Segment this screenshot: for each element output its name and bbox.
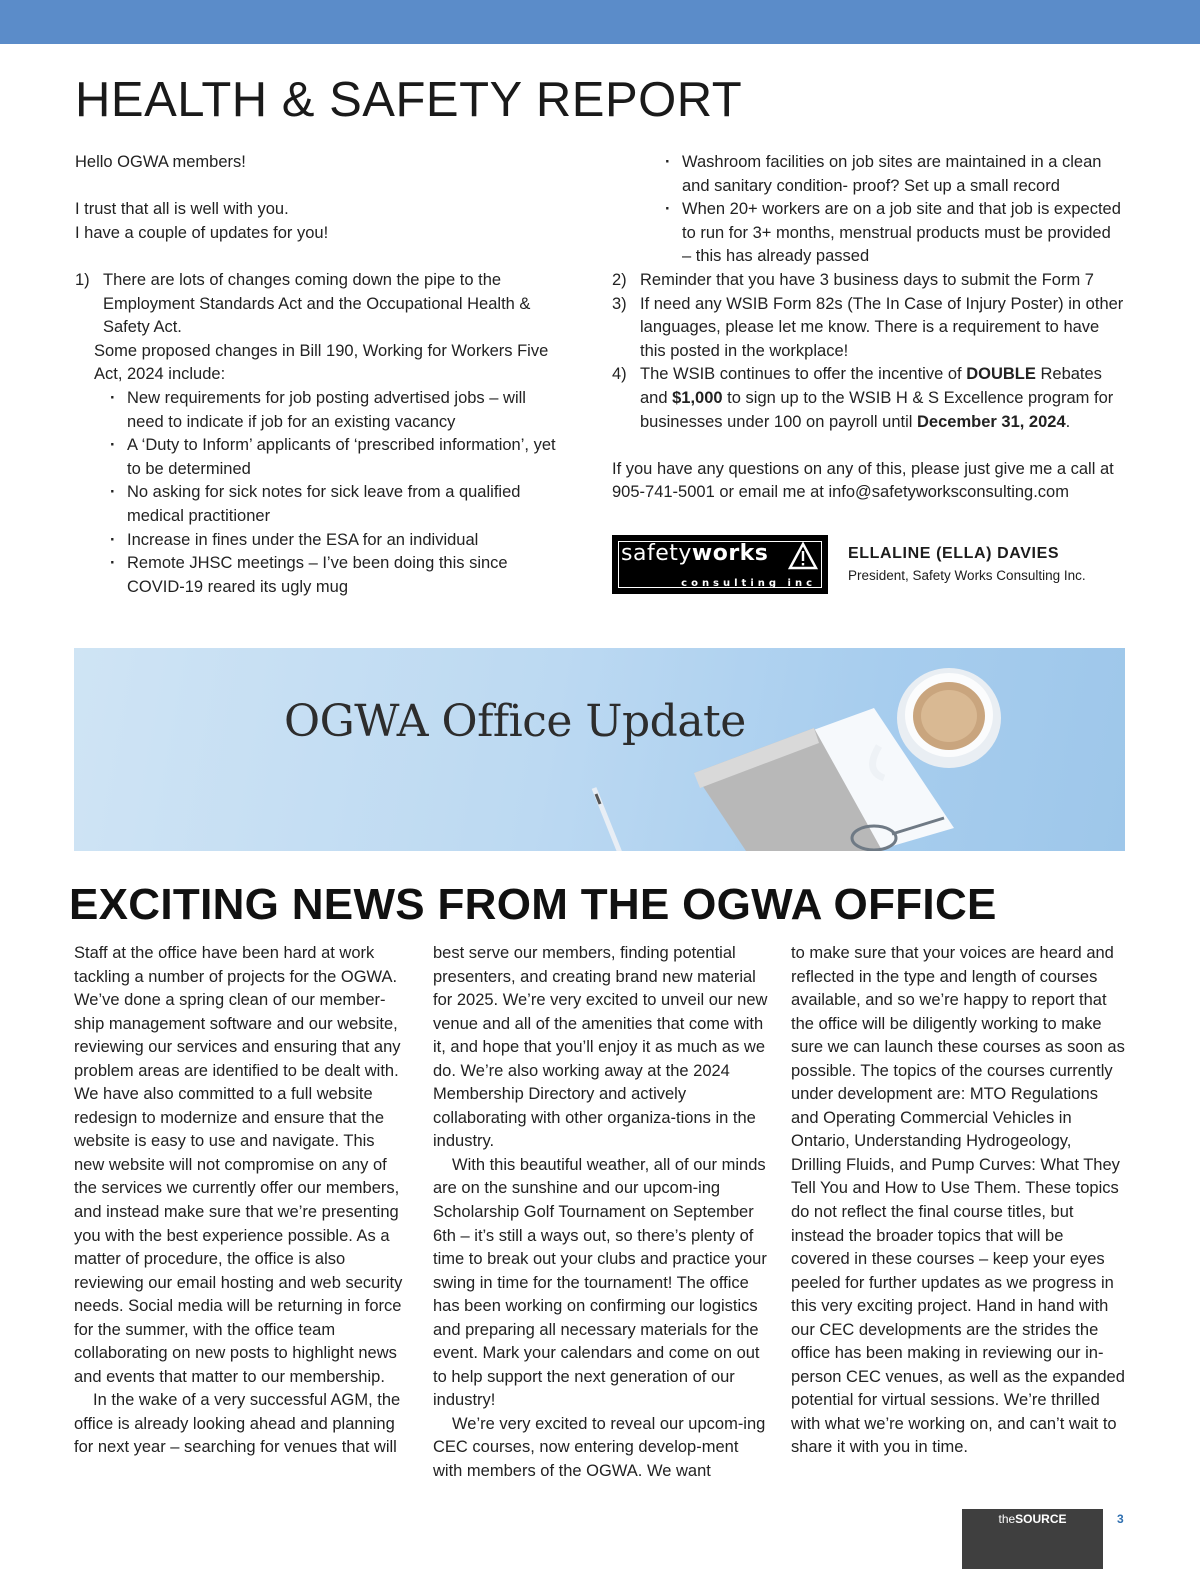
contact-info: If you have any questions on any of this, please just give me a call at 905-741-5001 or email me at info@safetyworksconsulting.com: [612, 459, 1114, 502]
safetyworks-logo: [612, 535, 828, 594]
text-run: The WSIB continues to offer the incentive of: [640, 365, 967, 384]
desk-illustration: [74, 648, 1125, 851]
bill-changes-list: [75, 387, 567, 599]
paragraph: Staff at the office have been hard at work tackling a number of projects for the OGWA. We’ve done a spring clean of our member-ship management software and our website, reviewing our services and ensuring that any problem areas are identified to be dealt with. We have also committed to a full website redesign to modernize and ensure that the website is easy to use and navigate. This new website will not compromise on any of the services we currently offer our members, and instead make sure that we’re presenting you with the best experience possible. As a matter of procedure, the office is also reviewing our email hosting and web security needs. Social media will be returning in force for the summer, with the office team collaborating on new posts to highlight news and events that matter to our membership.: [74, 944, 403, 1386]
text-run: Rebates and: [640, 365, 1102, 407]
paragraph: best serve our members, finding potential presenters, and creating brand new material for 2025. We’re very excited to unveil our new venue and all of the amenities that come with it, and hope that you’ll enjoy it as much as we do. We’re also working away at the 2024 Membership Directory and actively collaborating with other organiza-tions in the industry.: [433, 944, 768, 1151]
news-title: EXCITING NEWS FROM THE OGWA OFFICE: [69, 880, 997, 929]
warning-triangle-icon: [788, 542, 818, 570]
paragraph: With this beautiful weather, all of our minds are on the sunshine and our upcom-ing Scholarship Golf Tournament on September 6th – it’s still a ways out, so there’s plenty of time to break out your clubs and practice your swing in time for the tournament! The office has been working on confirming our logistics and preparing all necessary materials for the event. Mark your calendars and come on out to help support the next generation of our industry!: [433, 1155, 767, 1410]
list-item: · New requirements for job posting advertised jobs – will need to indicate if job for an existing vacancy: [127, 387, 567, 434]
list-number: 1): [75, 270, 90, 289]
list-item-3: [612, 293, 1124, 364]
intro-line-2: I have a couple of updates for you!: [75, 223, 329, 242]
text-run: to sign up to the WSIB H & S Excellence program for businesses under 100 on payroll until: [640, 388, 1114, 431]
page-number: 3: [1117, 1512, 1124, 1526]
news-column-3: [791, 942, 1126, 1460]
paragraph: We’re very excited to reveal our upcom-ing CEC courses, now entering develop-ment with members of the OGWA. We want: [433, 1414, 766, 1481]
hs-left-column: [75, 151, 567, 599]
list-item: · When 20+ workers are on a job site and that job is expected to run for 3+ months, menstrual products must be provided – this has already passed: [682, 198, 1124, 269]
list-item: · No asking for sick notes for sick leave from a qualified medical practitioner: [127, 481, 567, 528]
continued-bullets: [612, 151, 1124, 269]
news-column-1: [74, 942, 409, 1460]
logo-wordmark: safetyworks: [621, 541, 769, 566]
paragraph: In the wake of a very successful AGM, the office is already looking ahead and planning for next year – searching for venues that will: [74, 1391, 401, 1457]
intro-line-1: I trust that all is well with you.: [75, 200, 289, 219]
list-item-2: [612, 269, 1124, 293]
emphasis-date: December 31, 2024: [917, 412, 1066, 431]
emphasis-amount: $1,000: [672, 388, 723, 407]
list-item: · Remote JHSC meetings – I’ve been doing this since COVID-19 reared its ugly mug: [127, 552, 567, 599]
news-column-2: [433, 942, 768, 1484]
page-title: HEALTH & SAFETY REPORT: [75, 73, 743, 127]
list-number: 3): [612, 294, 627, 313]
list-item: · Washroom facilities on job sites are maintained in a clean and sanitary condition- proof? Set up a small record: [682, 151, 1124, 198]
footer-publication-tab: [962, 1509, 1103, 1569]
list-number: 4): [612, 365, 627, 384]
top-color-bar: [0, 0, 1200, 44]
logo-subtitle: consulting inc: [681, 578, 816, 589]
greeting: Hello OGWA members!: [75, 153, 246, 171]
list-text: There are lots of changes coming down the pipe to the Employment Standards Act and the Occupational Health & Safety Act.: [103, 270, 531, 337]
paragraph: to make sure that your voices are heard and reflected in the type and length of courses available, and so we’re happy to report that the office will be diligently working to make sure we can launch these courses as soon as possible. The topics of the courses currently under development are: MTO Regulations and Operating Commercial Vehicles in Ontario, Understanding Hydrogeology, Drilling Fluids, and Pump Curves: What They Tell You and How to Use Them. These topics do not reflect the final course titles, but instead the broader topics that will be covered in these courses – keep your eyes peeled for further updates as we progress in this very exciting project. Hand in hand with our CEC developments are the strides the office has been making in reviewing our in-person CEC venues, as well as the expanded potential for virtual sessions. We’re thrilled with what we’re working on, and can’t wait to share it with you in time.: [791, 944, 1125, 1457]
author-name: ELLALINE (ELLA) DAVIES: [848, 545, 1060, 562]
list-item-1: [75, 269, 567, 340]
publication-name: theSOURCE: [998, 1512, 1067, 1526]
banner-title: OGWA Office Update: [284, 696, 746, 747]
list-item: · Increase in fines under the ESA for an individual: [127, 529, 567, 553]
bill-intro: Some proposed changes in Bill 190, Working for Workers Five Act, 2024 include:: [94, 341, 549, 384]
list-number: 2): [612, 270, 627, 289]
list-text: If need any WSIB Form 82s (The In Case of Injury Poster) in other languages, please let me know. There is a requirement to have this posted in the workplace!: [640, 294, 1124, 360]
list-item-4: [612, 363, 1124, 434]
author-role: President, Safety Works Consulting Inc.: [848, 568, 1086, 583]
text-run: .: [1065, 412, 1071, 431]
hs-right-column: [612, 151, 1124, 505]
list-text: [640, 363, 1124, 434]
list-text: Reminder that you have 3 business days to submit the Form 7: [640, 270, 1094, 289]
emphasis-double: DOUBLE: [966, 365, 1036, 384]
list-item: · A ‘Duty to Inform’ applicants of ‘prescribed information’, yet to be determined: [127, 434, 567, 481]
office-update-banner: [74, 648, 1125, 851]
